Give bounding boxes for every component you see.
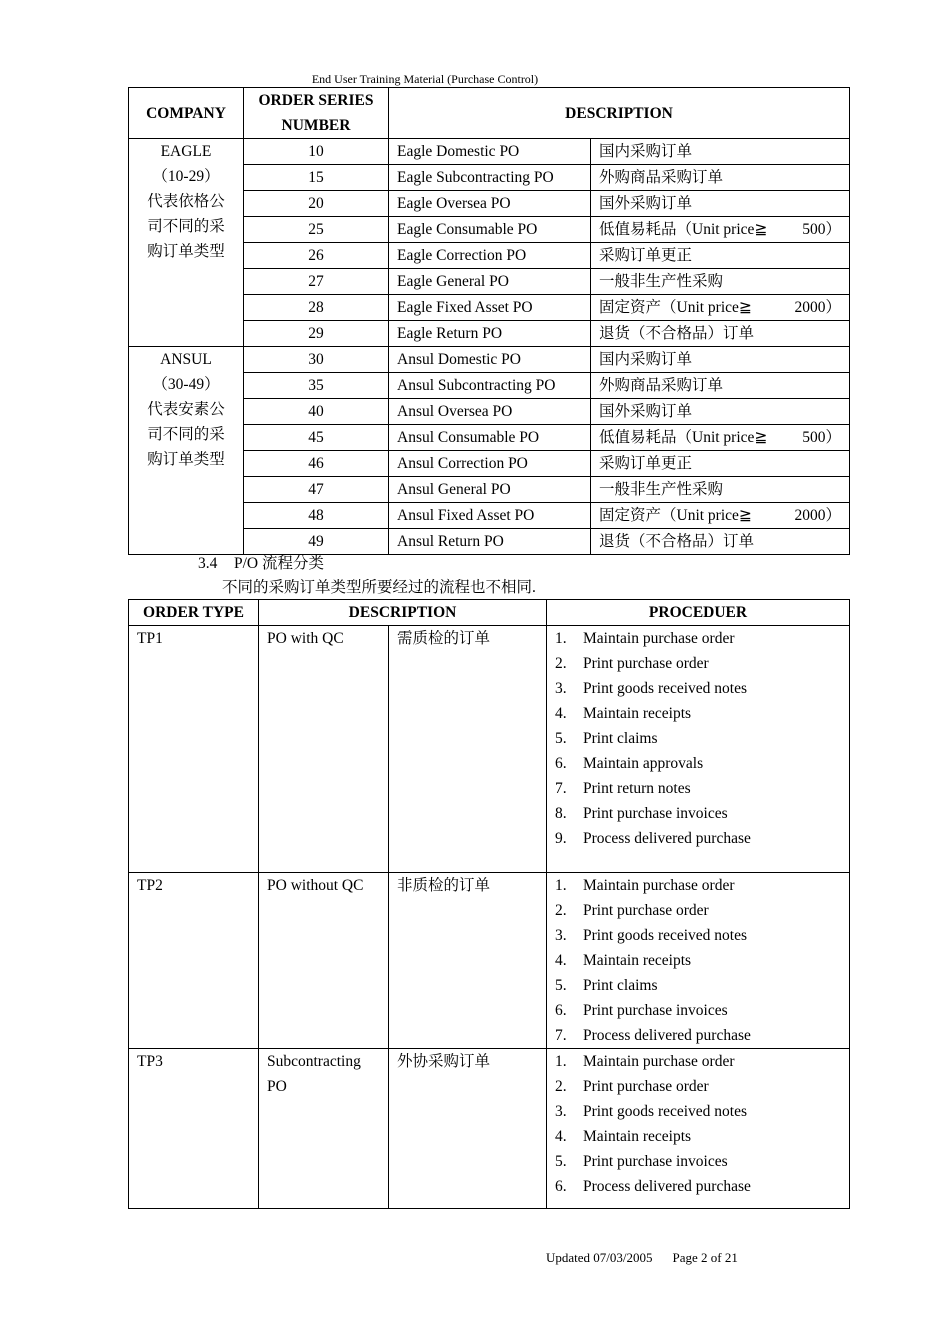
english-process-description-cell: PO without QC — [259, 873, 389, 1049]
procedure-step — [555, 651, 841, 676]
step-text: Print purchase order — [583, 902, 709, 919]
procedure-step — [555, 701, 841, 726]
order-number-cell: 47 — [244, 477, 389, 503]
step-number: 4. — [555, 1128, 567, 1145]
step-number: 7. — [555, 1027, 567, 1044]
step-number: 3. — [555, 1103, 567, 1120]
english-description-cell: Eagle Oversea PO — [389, 191, 591, 217]
page-header-title: End User Training Material (Purchase Control) — [311, 72, 539, 86]
step-number: 2. — [555, 1078, 567, 1095]
company-line: 司不同的采 — [147, 218, 225, 235]
step-number: 2. — [555, 902, 567, 919]
step-text: Print purchase invoices — [583, 805, 728, 822]
company-line: 购订单类型 — [147, 451, 225, 468]
step-number: 6. — [555, 755, 567, 772]
step-text: Print purchase order — [583, 655, 709, 672]
procedure-step — [555, 1023, 841, 1048]
price-description — [599, 425, 841, 450]
step-text: Maintain receipts — [583, 705, 692, 722]
chinese-description-text: 固定资产（Unit price≧ — [599, 299, 752, 316]
company-line: 代表安素公 — [147, 401, 225, 418]
step-text: Process delivered purchase — [583, 830, 751, 847]
chinese-description-cell: 国内采购订单 — [591, 139, 850, 165]
chinese-description-cell: 采购订单更正 — [591, 451, 850, 477]
footer-updated: Updated 07/03/2005 — [546, 1250, 653, 1265]
order-table-body — [129, 139, 850, 555]
chinese-description-cell: 外购商品采购订单 — [591, 165, 850, 191]
section-intro: 不同的采购订单类型所要经过的流程也不相同. — [222, 579, 536, 596]
english-description-cell: Ansul Oversea PO — [389, 399, 591, 425]
english-description-cell: Eagle Correction PO — [389, 243, 591, 269]
procedure-step — [555, 948, 841, 973]
company-cell — [129, 347, 244, 555]
section-title: P/O 流程分类 — [234, 555, 324, 572]
order-row — [129, 139, 850, 165]
order-number-cell: 45 — [244, 425, 389, 451]
procedure-steps — [555, 1049, 841, 1199]
company-cell — [129, 139, 244, 347]
section-number: 3.4 — [198, 555, 218, 572]
order-number-cell: 25 — [244, 217, 389, 243]
procedure-step — [555, 923, 841, 948]
step-number: 3. — [555, 680, 567, 697]
step-text: Process delivered purchase — [583, 1178, 751, 1195]
english-description-cell: Eagle Fixed Asset PO — [389, 295, 591, 321]
company-line: （10-29） — [152, 168, 220, 185]
order-type-cell: TP1 — [129, 626, 259, 873]
order-number-cell: 35 — [244, 373, 389, 399]
chinese-description-cell: 一般非生产性采购 — [591, 477, 850, 503]
chinese-description-cell — [591, 425, 850, 451]
company-line: EAGLE — [160, 143, 212, 160]
order-number-cell: 26 — [244, 243, 389, 269]
step-text: Print purchase invoices — [583, 1153, 728, 1170]
step-number: 2. — [555, 655, 567, 672]
process-description-header: DESCRIPTION — [259, 600, 547, 626]
footer-page-number: Page 2 of 21 — [672, 1250, 738, 1265]
order-type-cell: TP2 — [129, 873, 259, 1049]
chinese-description-cell: 国外采购订单 — [591, 191, 850, 217]
english-process-description-cell: PO with QC — [259, 626, 389, 873]
chinese-description-text: 低值易耗品（Unit price≧ — [599, 429, 768, 446]
english-description-cell: Eagle Return PO — [389, 321, 591, 347]
order-number-cell: 28 — [244, 295, 389, 321]
procedure-step — [555, 898, 841, 923]
order-number-cell: 29 — [244, 321, 389, 347]
english-process-description-cell: Subcontracting PO — [259, 1049, 389, 1209]
procedure-step — [555, 873, 841, 898]
price-threshold: 2000） — [794, 299, 842, 316]
price-description — [599, 503, 841, 528]
procedure-steps — [555, 873, 841, 1048]
procedure-cell — [547, 626, 850, 873]
chinese-description-text: 低值易耗品（Unit price≧ — [599, 221, 768, 238]
step-text: Maintain receipts — [583, 952, 692, 969]
order-number-cell: 10 — [244, 139, 389, 165]
chinese-description-cell: 国外采购订单 — [591, 399, 850, 425]
process-row — [129, 1049, 850, 1209]
step-number: 4. — [555, 705, 567, 722]
step-number: 1. — [555, 877, 567, 894]
procedure-step — [555, 1049, 841, 1074]
order-series-header: ORDER SERIES NUMBER — [244, 88, 389, 139]
step-number: 1. — [555, 630, 567, 647]
price-threshold: 500） — [802, 429, 842, 446]
price-threshold: 2000） — [794, 507, 842, 524]
step-number: 5. — [555, 977, 567, 994]
process-row — [129, 873, 850, 1049]
order-number-cell: 30 — [244, 347, 389, 373]
step-number: 5. — [555, 1153, 567, 1170]
process-table — [128, 599, 850, 1209]
process-row — [129, 626, 850, 873]
company-line: 司不同的采 — [147, 426, 225, 443]
chinese-process-description-cell: 非质检的订单 — [389, 873, 547, 1049]
company-line: ANSUL — [160, 351, 212, 368]
english-description-cell: Ansul Correction PO — [389, 451, 591, 477]
chinese-description-text: 固定资产（Unit price≧ — [599, 507, 752, 524]
description-header: DESCRIPTION — [389, 88, 850, 139]
procedure-step — [555, 1149, 841, 1174]
step-text: Print goods received notes — [583, 927, 748, 944]
chinese-description-cell — [591, 217, 850, 243]
procedure-step — [555, 801, 841, 826]
procedure-step — [555, 726, 841, 751]
english-description-cell: Eagle Consumable PO — [389, 217, 591, 243]
chinese-description-cell: 国内采购订单 — [591, 347, 850, 373]
step-text: Maintain purchase order — [583, 630, 735, 647]
step-text: Print goods received notes — [583, 680, 748, 697]
order-type-header: ORDER TYPE — [129, 600, 259, 626]
procedure-cell — [547, 873, 850, 1049]
english-description-cell: Ansul Fixed Asset PO — [389, 503, 591, 529]
price-description — [599, 217, 841, 242]
order-number-cell: 27 — [244, 269, 389, 295]
chinese-description-cell — [591, 503, 850, 529]
step-number: 8. — [555, 805, 567, 822]
step-number: 3. — [555, 927, 567, 944]
company-line: 购订单类型 — [147, 243, 225, 260]
english-description-cell: Eagle General PO — [389, 269, 591, 295]
procedure-step — [555, 826, 841, 851]
order-number-cell: 48 — [244, 503, 389, 529]
company-header: COMPANY — [129, 88, 244, 139]
procedure-cell — [547, 1049, 850, 1209]
procedure-step — [555, 973, 841, 998]
step-text: Print claims — [583, 730, 658, 747]
procedure-steps — [555, 626, 841, 851]
step-number: 7. — [555, 780, 567, 797]
procedure-step — [555, 1099, 841, 1124]
step-number: 4. — [555, 952, 567, 969]
section-heading — [198, 551, 324, 576]
english-description-cell: Ansul Subcontracting PO — [389, 373, 591, 399]
chinese-description-cell: 外购商品采购订单 — [591, 373, 850, 399]
step-number: 6. — [555, 1002, 567, 1019]
order-table-header-row — [129, 88, 850, 139]
step-number: 9. — [555, 830, 567, 847]
order-number-cell: 15 — [244, 165, 389, 191]
order-number-cell: 49 — [244, 529, 389, 555]
procedure-step — [555, 751, 841, 776]
page-footer — [546, 1249, 738, 1267]
step-text: Maintain purchase order — [583, 877, 735, 894]
order-row — [129, 347, 850, 373]
english-description-cell: Eagle Domestic PO — [389, 139, 591, 165]
chinese-description-cell — [591, 295, 850, 321]
procedure-step — [555, 626, 841, 651]
procedure-step — [555, 998, 841, 1023]
step-number: 6. — [555, 1178, 567, 1195]
chinese-description-cell: 采购订单更正 — [591, 243, 850, 269]
step-text: Print return notes — [583, 780, 691, 797]
english-description-cell: Ansul General PO — [389, 477, 591, 503]
step-text: Print purchase order — [583, 1078, 709, 1095]
price-description — [599, 295, 841, 320]
step-text: Maintain approvals — [583, 755, 704, 772]
step-text: Print goods received notes — [583, 1103, 748, 1120]
chinese-description-cell: 退货（不合格品）订单 — [591, 529, 850, 555]
order-series-table — [128, 87, 850, 555]
step-text: Print purchase invoices — [583, 1002, 728, 1019]
order-type-cell: TP3 — [129, 1049, 259, 1209]
procedure-step — [555, 676, 841, 701]
procedure-header: PROCEDUER — [547, 600, 850, 626]
process-table-body — [129, 626, 850, 1209]
english-description-cell: Ansul Consumable PO — [389, 425, 591, 451]
step-text: Print claims — [583, 977, 658, 994]
process-table-header-row — [129, 600, 850, 626]
chinese-description-cell: 退货（不合格品）订单 — [591, 321, 850, 347]
order-number-cell: 20 — [244, 191, 389, 217]
chinese-process-description-cell: 需质检的订单 — [389, 626, 547, 873]
step-text: Maintain purchase order — [583, 1053, 735, 1070]
chinese-process-description-cell: 外协采购订单 — [389, 1049, 547, 1209]
english-description-cell: Eagle Subcontracting PO — [389, 165, 591, 191]
english-description-cell: Ansul Return PO — [389, 529, 591, 555]
company-line: 代表依格公 — [147, 193, 225, 210]
step-number: 5. — [555, 730, 567, 747]
price-threshold: 500） — [802, 221, 842, 238]
page-header — [142, 71, 808, 88]
procedure-step — [555, 1124, 841, 1149]
order-number-cell: 40 — [244, 399, 389, 425]
procedure-step — [555, 1074, 841, 1099]
step-text: Maintain receipts — [583, 1128, 692, 1145]
step-number: 1. — [555, 1053, 567, 1070]
chinese-description-cell: 一般非生产性采购 — [591, 269, 850, 295]
procedure-step — [555, 1174, 841, 1199]
company-line: （30-49） — [152, 376, 220, 393]
step-text: Process delivered purchase — [583, 1027, 751, 1044]
procedure-step — [555, 776, 841, 801]
order-number-cell: 46 — [244, 451, 389, 477]
english-description-cell: Ansul Domestic PO — [389, 347, 591, 373]
